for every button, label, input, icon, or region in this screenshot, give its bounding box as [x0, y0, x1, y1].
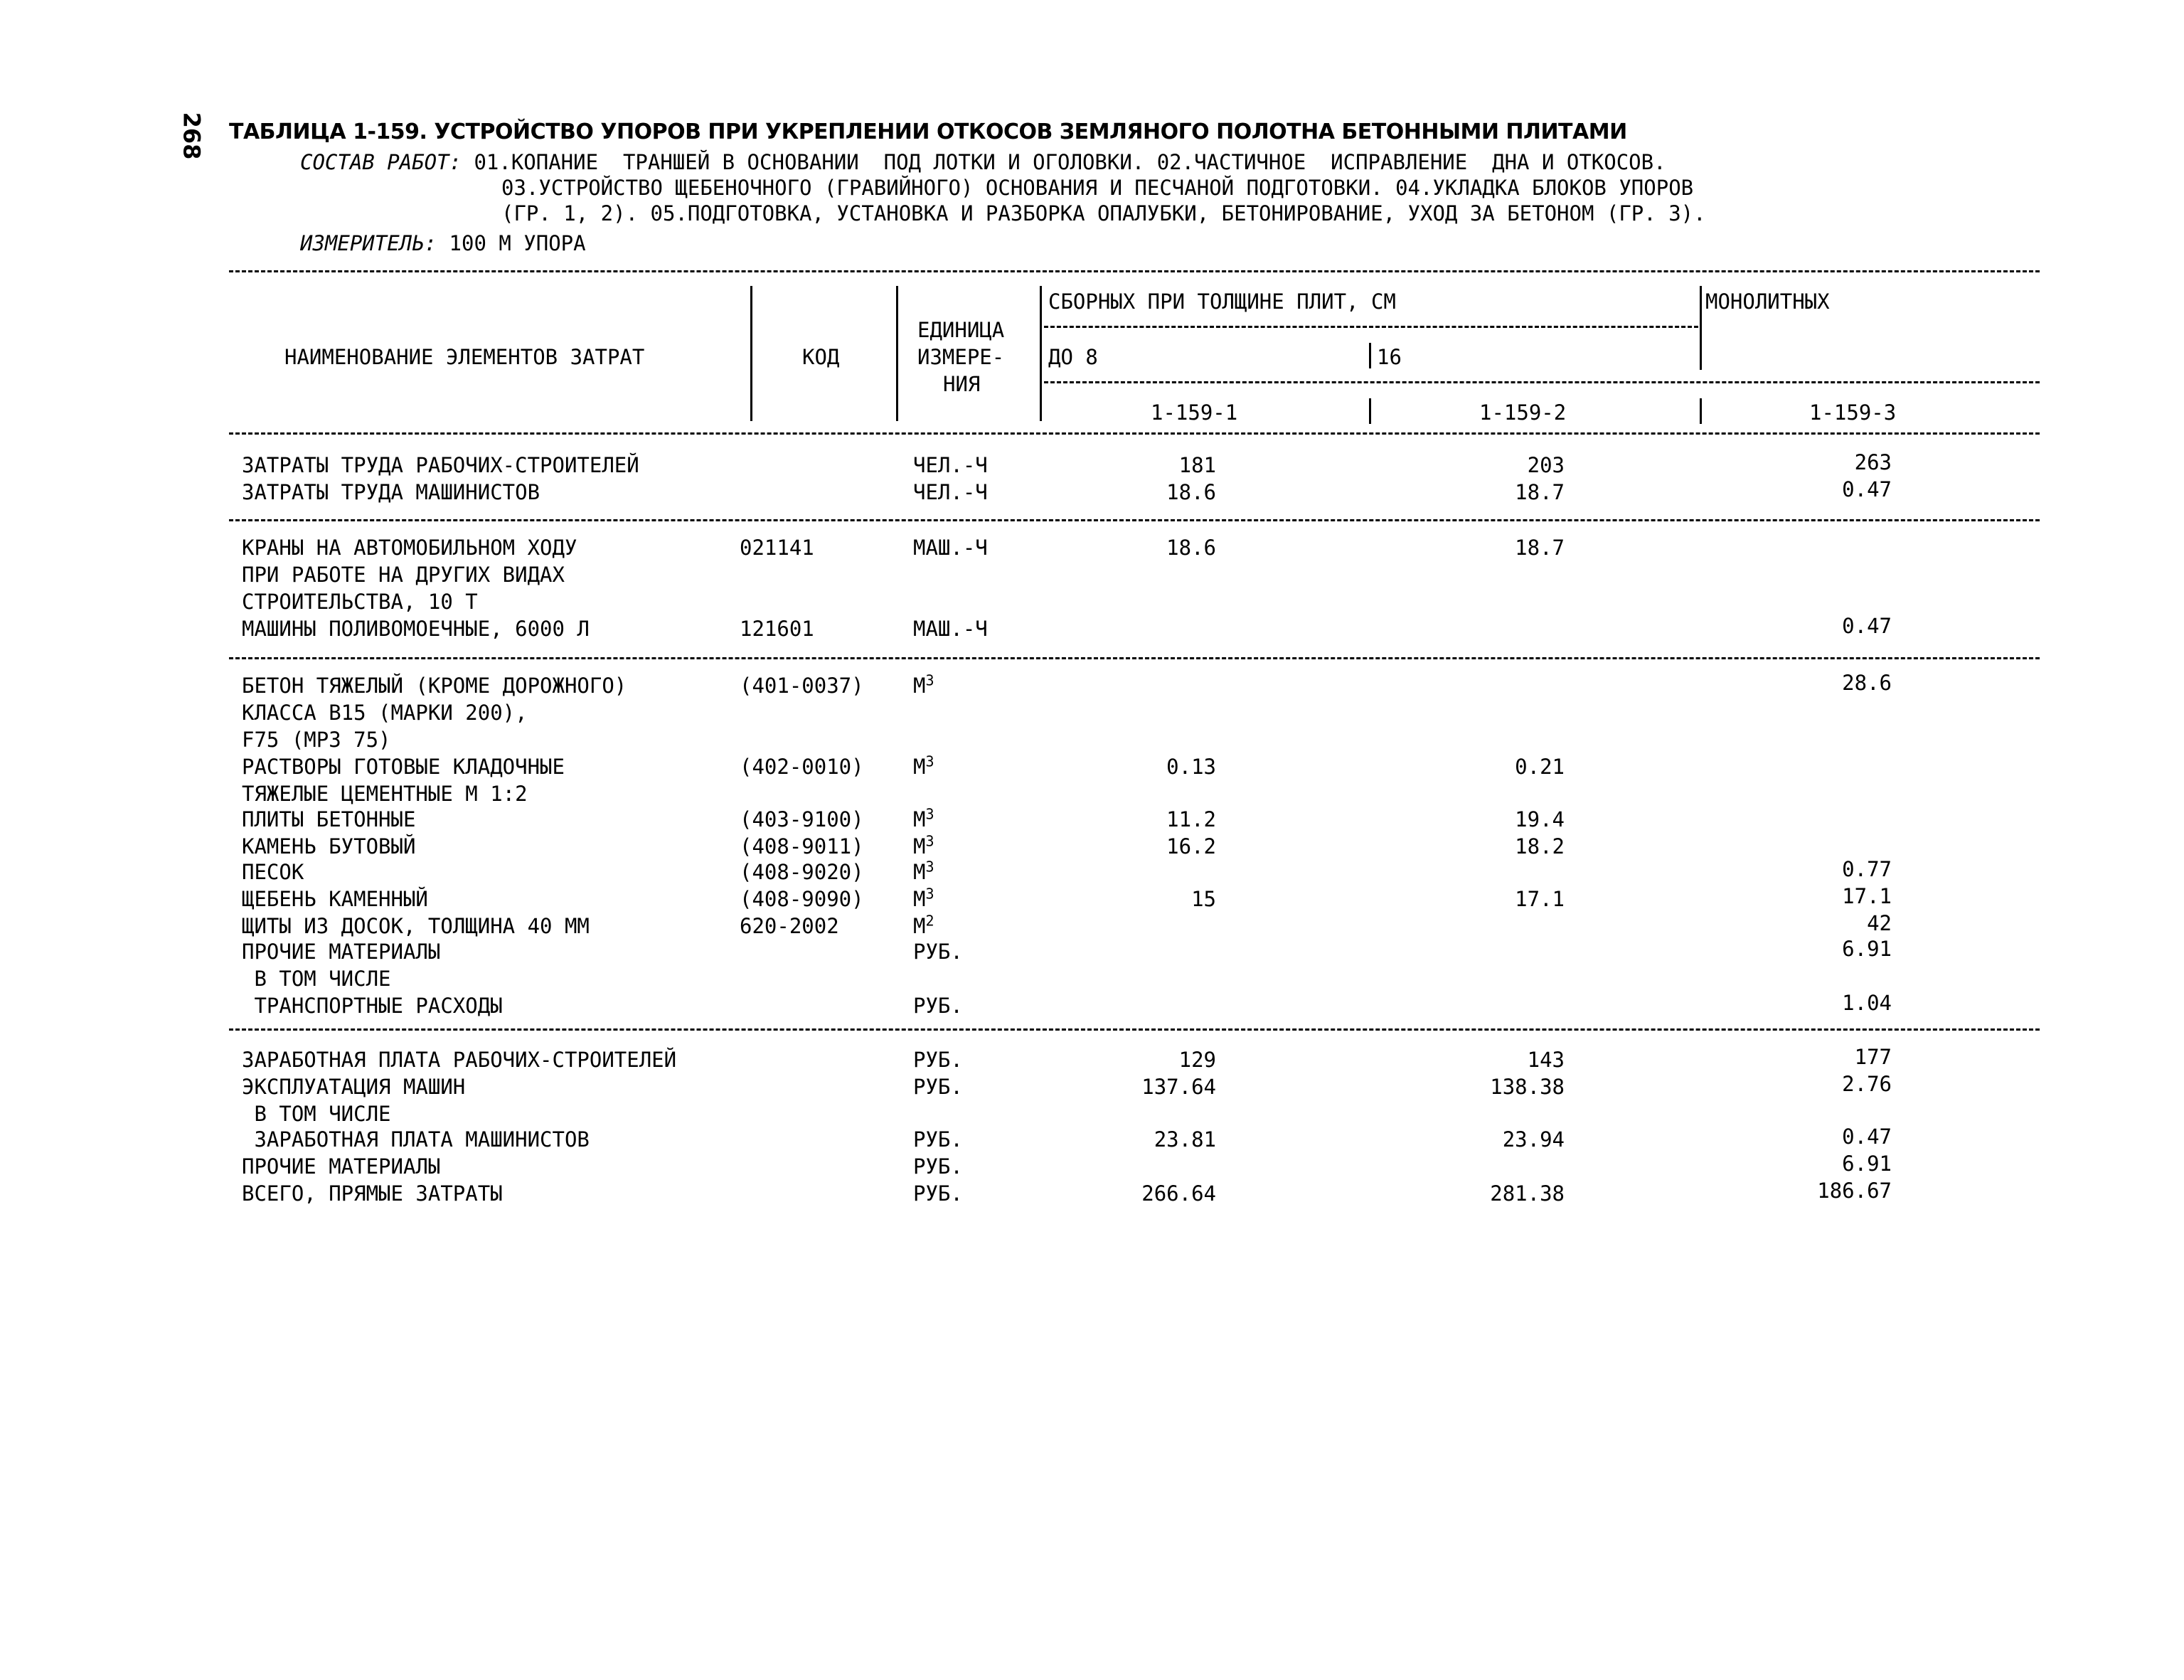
- row-value-3: 6.91: [1842, 1152, 1892, 1176]
- row-unit-exponent: 3: [925, 832, 934, 850]
- row-value-2: 18.7: [1515, 536, 1565, 560]
- row-name: ПРОЧИЕ МАТЕРИАЛЫ: [242, 940, 441, 964]
- row-value-3: 1.04: [1842, 991, 1892, 1015]
- row-unit: РУБ.: [913, 1181, 963, 1206]
- row-name: ТРАНСПОРТНЫЕ РАСХОДЫ: [242, 994, 503, 1018]
- measure-label: ИЗМЕРИТЕЛЬ:: [300, 231, 437, 255]
- row-value-2: 203: [1527, 453, 1565, 477]
- vbar-prefab-mono: [1700, 286, 1702, 370]
- row-value-1: 0.13: [1166, 755, 1216, 779]
- row-value-1: 23.81: [1154, 1127, 1216, 1152]
- row-unit: $М^2$: [913, 912, 934, 938]
- row-unit-exponent: 3: [925, 858, 934, 876]
- row-value-1: 16.2: [1166, 834, 1216, 858]
- vbar-code-unit: [896, 286, 898, 421]
- row-value-3: 263: [1854, 450, 1892, 474]
- row-value-1: 137.64: [1141, 1075, 1216, 1099]
- row-value-1: 129: [1178, 1048, 1216, 1072]
- row-unit: ЧЕЛ.-Ч: [913, 480, 988, 504]
- row-value-2: 281.38: [1490, 1181, 1565, 1206]
- row-name: ПЛИТЫ БЕТОННЫЕ: [242, 807, 416, 831]
- row-code: (408-9011): [740, 834, 864, 858]
- row-value-1: 266.64: [1141, 1181, 1216, 1206]
- row-value-3: 17.1: [1842, 884, 1892, 908]
- row-value-3: 186.67: [1817, 1179, 1892, 1203]
- measure-line: [300, 230, 586, 256]
- row-value-3: 0.47: [1842, 614, 1892, 638]
- header-col2: 1-159-2: [1479, 400, 1567, 425]
- row-value-1: 15: [1191, 887, 1216, 911]
- row-name: ЭКСПЛУАТАЦИЯ МАШИН: [242, 1075, 466, 1099]
- row-code: (408-9090): [740, 887, 864, 911]
- row-name: МАШИНЫ ПОЛИВОМОЕЧНЫЕ, 6000 Л: [242, 617, 590, 641]
- row-value-1: 181: [1178, 453, 1216, 477]
- row-unit: РУБ.: [913, 940, 963, 964]
- row-unit: $М^3$: [913, 832, 934, 858]
- row-code: (402-0010): [740, 755, 864, 779]
- composition-line-1: [300, 149, 1666, 175]
- composition-text-1: 01.КОПАНИЕ ТРАНШЕЙ В ОСНОВАНИИ ПОД ЛОТКИ И ОГОЛОВКИ. 02.ЧАСТИЧНОЕ ИСПРАВЛЕНИЕ ДНА И ОТКОСОВ.: [474, 150, 1666, 174]
- rule-section-2: [229, 657, 2040, 659]
- header-sixteen: 16: [1377, 345, 1402, 369]
- row-unit: РУБ.: [913, 1048, 963, 1072]
- row-value-2: 17.1: [1515, 887, 1565, 911]
- row-code: 121601: [740, 617, 814, 641]
- row-name: ВСЕГО, ПРЯМЫЕ ЗАТРАТЫ: [242, 1181, 503, 1206]
- row-unit-exponent: 3: [925, 671, 934, 689]
- vbar-upto8-16: [1369, 343, 1371, 368]
- row-unit: $М^3$: [913, 671, 934, 698]
- row-unit: ЧЕЛ.-Ч: [913, 453, 988, 477]
- row-name: ПРОЧИЕ МАТЕРИАЛЫ: [242, 1154, 441, 1179]
- row-value-2: 143: [1527, 1048, 1565, 1072]
- composition-label: СОСТАВ РАБОТ:: [300, 150, 462, 174]
- row-unit: РУБ.: [913, 994, 963, 1018]
- row-value-2: 19.4: [1515, 807, 1565, 831]
- row-unit: РУБ.: [913, 1154, 963, 1179]
- vbar-name-code: [750, 286, 752, 421]
- row-code: (403-9100): [740, 807, 864, 831]
- row-name: ЗАРАБОТНАЯ ПЛАТА МАШИНИСТОВ: [242, 1127, 590, 1152]
- row-value-2: 18.2: [1515, 834, 1565, 858]
- header-code: КОД: [802, 345, 840, 369]
- row-value-3: 42: [1867, 911, 1892, 935]
- header-upto8: ДО 8: [1048, 345, 1098, 369]
- row-unit: РУБ.: [913, 1127, 963, 1152]
- row-value-2: 0.21: [1515, 755, 1565, 779]
- row-name: СТРОИТЕЛЬСТВА, 10 Т: [242, 590, 478, 614]
- row-name: ПЕСОК: [242, 860, 304, 884]
- row-value-3: 2.76: [1842, 1072, 1892, 1096]
- composition-line-3: (ГР. 1, 2). 05.ПОДГОТОВКА, УСТАНОВКА И РАЗБОРКА ОПАЛУБКИ, БЕТОНИРОВАНИЕ, УХОД ЗА БЕТОНОМ (ГР. 3).: [501, 201, 1706, 225]
- vbar-col1-col2: [1369, 398, 1371, 424]
- table-title: ТАБЛИЦА 1-159. УСТРОЙСТВО УПОРОВ ПРИ УКРЕПЛЕНИИ ОТКОСОВ ЗЕМЛЯНОГО ПОЛОТНА БЕТОННЫМИ ПЛИТАМИ: [229, 119, 1627, 144]
- row-name: ТЯЖЕЛЫЕ ЦЕМЕНТНЫЕ М 1:2: [242, 782, 528, 806]
- rule-header-prefab: [1044, 326, 1698, 328]
- row-name: КАМЕНЬ БУТОВЫЙ: [242, 834, 416, 858]
- header-unit-1: ЕДИНИЦА: [917, 318, 1005, 342]
- row-unit: $М^3$: [913, 805, 934, 831]
- row-value-3: 0.77: [1842, 857, 1892, 881]
- row-value-1: 11.2: [1166, 807, 1216, 831]
- row-value-3: 0.47: [1842, 477, 1892, 501]
- row-value-2: 18.7: [1515, 480, 1565, 504]
- row-name: ЩИТЫ ИЗ ДОСОК, ТОЛЩИНА 40 ММ: [242, 914, 590, 938]
- row-name: В ТОМ ЧИСЛЕ: [242, 967, 391, 991]
- row-name: ЗАТРАТЫ ТРУДА МАШИНИСТОВ: [242, 480, 540, 504]
- measure-value: 100 М УПОРА: [449, 231, 586, 255]
- vbar-col2-col3: [1700, 398, 1702, 424]
- header-unit-2: ИЗМЕРЕ-: [917, 345, 1005, 369]
- row-code: 021141: [740, 536, 814, 560]
- row-name: КЛАССА В15 (МАРКИ 200),: [242, 701, 528, 725]
- row-name: В ТОМ ЧИСЛЕ: [242, 1102, 391, 1126]
- row-name: ЩЕБЕНЬ КАМЕННЫЙ: [242, 887, 428, 911]
- row-code: 620-2002: [740, 914, 839, 938]
- header-col1: 1-159-1: [1151, 400, 1238, 425]
- row-name: F75 (МРЗ 75): [242, 728, 391, 752]
- row-code: (408-9020): [740, 860, 864, 884]
- row-unit: МАШ.-Ч: [913, 536, 988, 560]
- row-value-2: 23.94: [1502, 1127, 1565, 1152]
- row-value-3: 0.47: [1842, 1125, 1892, 1149]
- rule-header-bottom: [229, 432, 2040, 435]
- page-number: 268: [178, 112, 206, 160]
- header-mono: МОНОЛИТНЫХ: [1705, 289, 1830, 314]
- rule-header-sub: [1044, 381, 2040, 383]
- row-code: (401-0037): [740, 674, 864, 698]
- rule-top: [229, 270, 2040, 272]
- row-value-3: 177: [1854, 1045, 1892, 1069]
- row-unit: $М^3$: [913, 858, 934, 884]
- row-unit-exponent: 3: [925, 805, 934, 823]
- row-unit: $М^3$: [913, 885, 934, 911]
- row-value-3: 6.91: [1842, 937, 1892, 961]
- row-value-1: 18.6: [1166, 536, 1216, 560]
- row-value-1: 18.6: [1166, 480, 1216, 504]
- row-value-3: 28.6: [1842, 671, 1892, 695]
- row-unit-exponent: 3: [925, 753, 934, 770]
- row-name: ПРИ РАБОТЕ НА ДРУГИХ ВИДАХ: [242, 563, 565, 587]
- row-unit-exponent: 3: [925, 885, 934, 903]
- row-name: КРАНЫ НА АВТОМОБИЛЬНОМ ХОДУ: [242, 536, 577, 560]
- row-name: РАСТВОРЫ ГОТОВЫЕ КЛАДОЧНЫЕ: [242, 755, 565, 779]
- row-unit: МАШ.-Ч: [913, 617, 988, 641]
- composition-line-2: 03.УСТРОЙСТВО ЩЕБЕНОЧНОГО (ГРАВИЙНОГО) ОСНОВАНИЯ И ПЕСЧАНОЙ ПОДГОТОВКИ. 04.УКЛАДКА БЛОКОВ УПОРОВ: [501, 176, 1694, 200]
- row-name: ЗАТРАТЫ ТРУДА РАБОЧИХ-СТРОИТЕЛЕЙ: [242, 453, 639, 477]
- row-unit: $М^3$: [913, 753, 934, 779]
- row-unit: РУБ.: [913, 1075, 963, 1099]
- row-unit-exponent: 2: [925, 912, 934, 930]
- row-name: БЕТОН ТЯЖЕЛЫЙ (КРОМЕ ДОРОЖНОГО): [242, 674, 627, 698]
- header-name: НАИМЕНОВАНИЕ ЭЛЕМЕНТОВ ЗАТРАТ: [284, 345, 645, 369]
- vbar-unit-values: [1040, 286, 1042, 421]
- rule-section-1: [229, 519, 2040, 521]
- row-value-2: 138.38: [1490, 1075, 1565, 1099]
- row-name: ЗАРАБОТНАЯ ПЛАТА РАБОЧИХ-СТРОИТЕЛЕЙ: [242, 1048, 677, 1072]
- header-prefab: СБОРНЫХ ПРИ ТОЛЩИНЕ ПЛИТ, СМ: [1048, 289, 1396, 314]
- rule-section-3: [229, 1028, 2040, 1031]
- header-col3: 1-159-3: [1809, 400, 1897, 425]
- header-unit-3: НИЯ: [943, 372, 981, 396]
